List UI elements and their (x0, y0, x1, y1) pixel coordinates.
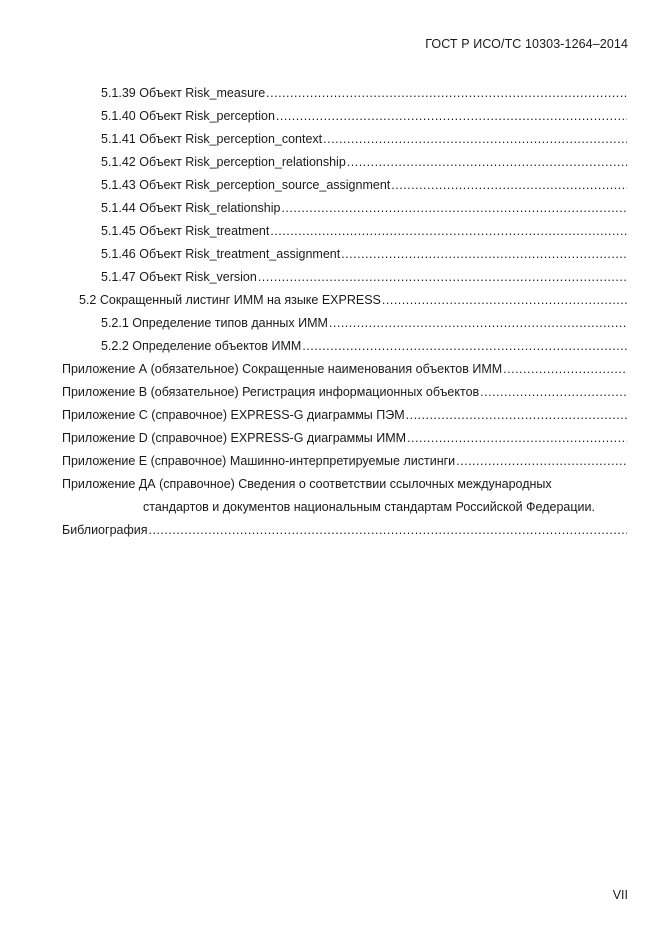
dot-leader (266, 82, 627, 105)
dot-leader (270, 220, 627, 243)
toc-entry-text: 5.1.42 Объект Risk_perception_relationship (101, 155, 346, 169)
toc-entry[interactable] (0, 105, 661, 128)
dot-leader (281, 197, 627, 220)
toc-entry[interactable] (0, 312, 661, 335)
dot-leader (149, 519, 627, 542)
toc-entry-text: 5.2.1 Определение типов данных ИММ (101, 316, 328, 330)
toc-entry-text: 5.1.40 Объект Risk_perception (101, 109, 275, 123)
toc-entry[interactable] (0, 174, 661, 197)
dot-leader (456, 450, 627, 473)
toc-entry-text: 5.1.46 Объект Risk_treatment_assignment (101, 247, 341, 261)
dot-leader (258, 266, 627, 289)
page-header: ГОСТ Р ИСО/ТС 10303-1264–2014 (425, 37, 628, 51)
toc-entry-text: 5.1.45 Объект Risk_treatment (101, 224, 270, 238)
dot-leader (503, 358, 627, 381)
toc-entry-text: 5.1.41 Объект Risk_perception_context (101, 132, 323, 146)
toc-entry[interactable] (0, 381, 661, 404)
toc-entry-text: 5.1.43 Объект Risk_perception_source_assignment (101, 178, 391, 192)
toc-entry-bibliography[interactable] (0, 519, 661, 542)
dot-leader (382, 289, 627, 312)
toc-entry-text: Приложение Е (справочное) Машинно-интерпретируемые листинги (62, 454, 456, 468)
toc-entry-text: 5.2 Сокращенный листинг ИММ на языке EXPRESS (79, 293, 381, 307)
toc-entry[interactable] (0, 289, 661, 312)
toc-entry[interactable] (0, 450, 661, 473)
toc-entry[interactable] (0, 404, 661, 427)
dot-leader (480, 381, 627, 404)
table-of-contents (0, 82, 661, 542)
toc-entry-text-line1: Приложение ДА (справочное) Сведения о соответствии ссылочных международных (62, 477, 552, 491)
toc-entry-text: Приложение В (обязательное) Регистрация информационных объектов (62, 385, 480, 399)
toc-entry[interactable] (0, 128, 661, 151)
page-number: VII (612, 888, 628, 902)
toc-entry-text: Приложение А (обязательное) Сокращенные наименования объектов ИММ (62, 362, 503, 376)
toc-entry[interactable] (0, 197, 661, 220)
toc-entry[interactable] (0, 335, 661, 358)
dot-leader (391, 174, 627, 197)
toc-entry-text: Приложение D (справочное) EXPRESS-G диаграммы ИММ (62, 431, 407, 445)
dot-leader (407, 427, 627, 450)
dot-leader (302, 335, 627, 358)
toc-entry[interactable] (0, 82, 661, 105)
dot-leader (276, 105, 627, 128)
toc-entry-text: 5.2.2 Определение объектов ИММ (101, 339, 302, 353)
toc-entry[interactable] (0, 427, 661, 450)
toc-entry[interactable] (0, 266, 661, 289)
dot-leader (323, 128, 627, 151)
toc-entry-text: 5.1.44 Объект Risk_relationship (101, 201, 281, 215)
toc-entry[interactable] (0, 220, 661, 243)
dot-leader (347, 151, 627, 174)
toc-entry-text: 5.1.39 Объект Risk_measure (101, 86, 266, 100)
toc-entry[interactable] (0, 151, 661, 174)
dot-leader (329, 312, 627, 335)
toc-entry-text-line2: стандартов и документов национальным стандартам Российской Федерации. (143, 500, 595, 514)
toc-entry-text: Библиография (62, 523, 148, 537)
toc-entry-text: 5.1.47 Объект Risk_version (101, 270, 257, 284)
toc-entry-appendix-da[interactable] (0, 473, 661, 519)
toc-entry-text: Приложение С (справочное) EXPRESS-G диаграммы ПЭМ (62, 408, 405, 422)
toc-entry[interactable] (0, 358, 661, 381)
toc-entry[interactable] (0, 243, 661, 266)
dot-leader (406, 404, 627, 427)
dot-leader (341, 243, 627, 266)
